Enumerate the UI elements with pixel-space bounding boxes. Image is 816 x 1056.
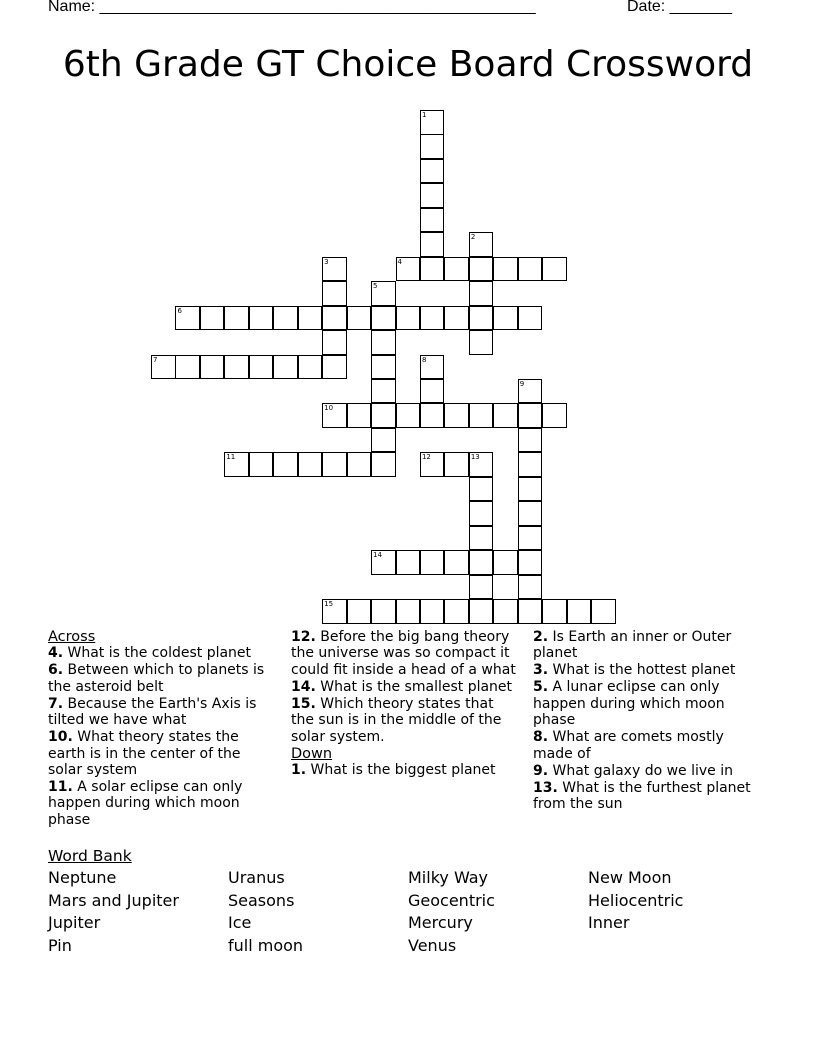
grid-cell[interactable] xyxy=(518,379,543,404)
grid-cell[interactable] xyxy=(371,428,396,453)
clue-text: What theory states the earth is in the center of the solar system xyxy=(48,729,241,779)
grid-cell[interactable] xyxy=(420,550,445,575)
grid-cell[interactable] xyxy=(322,355,347,380)
grid-cell[interactable] xyxy=(298,355,323,380)
clue-item xyxy=(48,662,274,695)
grid-cell[interactable] xyxy=(518,477,543,502)
clue-number: 1. xyxy=(291,762,307,779)
clue-item xyxy=(291,762,517,778)
grid-cell[interactable] xyxy=(322,306,347,331)
word-bank-item: Inner xyxy=(588,913,630,932)
cell-number: 1 xyxy=(421,111,427,119)
grid-cell[interactable] xyxy=(493,403,518,428)
grid-cell[interactable] xyxy=(518,428,543,453)
grid-cell[interactable] xyxy=(444,403,469,428)
clue-number: 15. xyxy=(291,695,316,712)
grid-cell[interactable] xyxy=(444,550,469,575)
grid-cell[interactable] xyxy=(420,306,445,331)
grid-cell[interactable] xyxy=(493,306,518,331)
word-bank-item: Seasons xyxy=(228,891,295,910)
grid-cell[interactable] xyxy=(444,257,469,282)
grid-cell[interactable] xyxy=(347,452,372,477)
clue-item xyxy=(533,729,759,762)
clue-text: Because the Earth's Axis is tilted we have what xyxy=(48,695,257,729)
clue-number: 5. xyxy=(533,679,549,696)
grid-cell[interactable] xyxy=(249,452,274,477)
grid-cell[interactable] xyxy=(175,306,200,331)
grid-cell[interactable] xyxy=(396,403,421,428)
grid-cell[interactable] xyxy=(396,599,421,624)
down-clue-list xyxy=(291,762,517,778)
cell-number: 9 xyxy=(519,379,525,388)
word-bank-item: Pin xyxy=(48,936,72,955)
grid-cell[interactable] xyxy=(469,575,494,600)
grid-cell[interactable] xyxy=(493,550,518,575)
clue-item xyxy=(533,629,759,662)
clue-item xyxy=(291,629,517,678)
grid-cell[interactable] xyxy=(371,281,396,306)
clue-number: 7. xyxy=(48,695,64,712)
grid-cell[interactable] xyxy=(469,403,494,428)
clue-text: Between which to planets is the asteroid belt xyxy=(48,662,265,695)
grid-cell[interactable] xyxy=(469,599,494,624)
grid-cell[interactable] xyxy=(469,330,494,355)
grid-cell[interactable] xyxy=(347,306,372,331)
grid-cell[interactable] xyxy=(224,355,249,380)
cell-number: 5 xyxy=(373,282,378,291)
grid-cell[interactable] xyxy=(371,330,396,355)
grid-cell[interactable] xyxy=(298,452,323,477)
grid-cell[interactable] xyxy=(469,501,494,526)
grid-cell[interactable] xyxy=(420,208,445,233)
down-heading: Down xyxy=(291,745,333,762)
clue-number: 10. xyxy=(48,729,73,746)
grid-cell[interactable] xyxy=(469,306,494,331)
grid-cell[interactable] xyxy=(444,452,469,477)
clues-column-3 xyxy=(533,629,759,813)
grid-cell[interactable] xyxy=(396,550,421,575)
clue-text: A lunar eclipse can only happen during which moon phase xyxy=(533,679,725,729)
grid-cell[interactable] xyxy=(469,281,494,306)
word-bank-item: Venus xyxy=(408,936,457,955)
grid-cell[interactable] xyxy=(518,575,543,600)
grid-cell[interactable] xyxy=(591,599,616,624)
clue-item xyxy=(533,662,759,678)
grid-cell[interactable] xyxy=(444,306,469,331)
clue-number: 14. xyxy=(291,678,316,695)
cell-number: 4 xyxy=(397,257,402,266)
clue-number: 6. xyxy=(48,662,64,679)
page-title: 6th Grade GT Choice Board Crossword xyxy=(62,44,754,85)
cell-number: 7 xyxy=(153,355,158,364)
grid-cell[interactable] xyxy=(542,599,567,624)
clue-text: What are comets mostly made of xyxy=(533,729,724,762)
word-bank-item: Heliocentric xyxy=(588,891,684,910)
clue-item xyxy=(291,679,517,695)
grid-cell[interactable] xyxy=(347,599,372,624)
cell-number: 14 xyxy=(373,551,382,560)
grid-cell[interactable] xyxy=(322,403,347,428)
clue-text: A solar eclipse can only happen during which moon phase xyxy=(48,779,243,828)
grid-cell[interactable] xyxy=(371,550,396,575)
grid-cell[interactable] xyxy=(567,599,592,624)
grid-cell[interactable] xyxy=(249,306,274,331)
grid-cell[interactable] xyxy=(200,355,225,380)
grid-cell[interactable] xyxy=(371,379,396,404)
across-clue-list-continued xyxy=(291,629,517,745)
word-bank-item: Mars and Jupiter xyxy=(48,891,179,910)
grid-cell[interactable] xyxy=(273,306,298,331)
clue-text: What is the hottest planet xyxy=(548,662,736,679)
word-bank-title: Word Bank xyxy=(48,847,132,865)
clue-text: What galaxy do we live in xyxy=(548,762,734,779)
grid-cell[interactable] xyxy=(249,355,274,380)
cell-number: 15 xyxy=(324,600,334,608)
grid-cell[interactable] xyxy=(420,232,445,257)
grid-cell[interactable] xyxy=(518,501,543,526)
clue-number: 11. xyxy=(48,779,73,796)
grid-cell[interactable] xyxy=(371,355,396,380)
clue-item xyxy=(291,696,517,745)
grid-cell[interactable] xyxy=(420,403,445,428)
grid-cell[interactable] xyxy=(518,550,543,575)
grid-cell[interactable] xyxy=(542,257,567,282)
grid-cell[interactable] xyxy=(420,355,445,380)
clue-item xyxy=(48,779,274,828)
cell-number: 6 xyxy=(177,306,182,315)
grid-cell[interactable] xyxy=(371,403,396,428)
clue-item xyxy=(48,645,274,661)
grid-cell[interactable] xyxy=(518,403,543,428)
grid-cell[interactable] xyxy=(469,477,494,502)
word-bank-item: full moon xyxy=(228,936,304,955)
clue-text: Which theory states that the sun is in the middle of the solar system. xyxy=(291,695,502,745)
grid-cell[interactable] xyxy=(322,599,347,624)
grid-cell[interactable] xyxy=(469,232,494,257)
clue-text: What is the furthest planet from the sun xyxy=(533,779,751,813)
grid-cell[interactable] xyxy=(371,306,396,331)
grid-cell[interactable] xyxy=(151,355,176,380)
grid-cell[interactable] xyxy=(396,306,421,331)
cell-number: 3 xyxy=(324,257,329,266)
grid-cell[interactable] xyxy=(273,355,298,380)
clue-number: 3. xyxy=(533,662,549,679)
grid-cell[interactable] xyxy=(518,452,543,477)
word-bank-item: Geocentric xyxy=(408,891,495,910)
clue-number: 8. xyxy=(533,729,549,746)
clue-number: 4. xyxy=(48,645,64,662)
date-field-line[interactable]: Date: _______ xyxy=(627,0,732,15)
clue-text: What is the coldest planet xyxy=(63,645,252,662)
word-bank-item: Milky Way xyxy=(408,868,489,887)
grid-cell[interactable] xyxy=(518,599,543,624)
grid-cell[interactable] xyxy=(518,306,543,331)
grid-cell[interactable] xyxy=(175,355,200,380)
grid-cell[interactable] xyxy=(322,452,347,477)
cell-number: 11 xyxy=(226,453,236,462)
grid-cell[interactable] xyxy=(322,330,347,355)
grid-cell[interactable] xyxy=(420,159,445,184)
grid-cell[interactable] xyxy=(420,379,445,404)
word-bank-item: Neptune xyxy=(48,868,117,887)
grid-cell[interactable] xyxy=(469,550,494,575)
clue-number: 2. xyxy=(533,629,549,645)
grid-cell[interactable] xyxy=(469,452,494,477)
clue-item xyxy=(533,763,759,779)
grid-cell[interactable] xyxy=(298,306,323,331)
grid-cell[interactable] xyxy=(347,403,372,428)
grid-cell[interactable] xyxy=(444,599,469,624)
grid-cell[interactable] xyxy=(322,257,347,282)
clue-text: Is Earth an inner or Outer planet xyxy=(533,629,732,662)
grid-cell[interactable] xyxy=(493,599,518,624)
grid-cell[interactable] xyxy=(420,257,445,282)
across-heading: Across xyxy=(48,629,96,645)
clue-item xyxy=(533,780,759,813)
word-bank-item: New Moon xyxy=(588,868,672,887)
clue-number: 9. xyxy=(533,762,549,779)
grid-cell[interactable] xyxy=(469,257,494,282)
grid-cell[interactable] xyxy=(224,452,249,477)
cell-number: 8 xyxy=(421,355,427,364)
grid-cell[interactable] xyxy=(469,526,494,551)
grid-cell[interactable] xyxy=(518,526,543,551)
grid-cell[interactable] xyxy=(200,306,225,331)
clues-column-1 xyxy=(48,629,274,829)
word-bank-item: Jupiter xyxy=(48,913,101,932)
name-field-line[interactable]: Name: _________________________________________________ xyxy=(48,0,536,15)
cell-number: 2 xyxy=(470,233,476,242)
grid-cell[interactable] xyxy=(322,281,347,306)
grid-cell[interactable] xyxy=(420,452,445,477)
cell-number: 10 xyxy=(324,404,334,413)
across-clue-list xyxy=(48,645,274,828)
clue-item xyxy=(48,696,274,729)
clues-column-2 xyxy=(291,629,517,779)
grid-cell[interactable] xyxy=(518,257,543,282)
grid-cell[interactable] xyxy=(542,403,567,428)
header xyxy=(48,0,748,18)
clue-item xyxy=(533,679,759,728)
grid-cell[interactable] xyxy=(493,257,518,282)
clue-number: 12. xyxy=(291,629,316,645)
clue-text: What is the biggest planet xyxy=(306,762,496,779)
grid-cell[interactable] xyxy=(420,183,445,208)
clue-item xyxy=(48,729,274,778)
word-bank-item: Mercury xyxy=(408,913,473,932)
cell-number: 12 xyxy=(421,453,431,462)
grid-cell[interactable] xyxy=(371,452,396,477)
grid-cell[interactable] xyxy=(371,599,396,624)
grid-cell[interactable] xyxy=(273,452,298,477)
word-bank-item: Ice xyxy=(228,913,252,932)
clue-number: 13. xyxy=(533,779,558,796)
grid-cell[interactable] xyxy=(420,599,445,624)
word-bank-item: Uranus xyxy=(228,868,285,887)
cell-number: 13 xyxy=(470,453,480,462)
grid-cell[interactable] xyxy=(420,134,445,159)
grid-cell[interactable] xyxy=(420,110,445,135)
grid-cell[interactable] xyxy=(396,257,421,282)
grid-cell[interactable] xyxy=(224,306,249,331)
clue-text: Before the big bang theory the universe was so compact it could fit inside a head of a what xyxy=(291,629,516,678)
clue-text: What is the smallest planet xyxy=(315,678,513,695)
down-clue-list-continued xyxy=(533,629,759,812)
